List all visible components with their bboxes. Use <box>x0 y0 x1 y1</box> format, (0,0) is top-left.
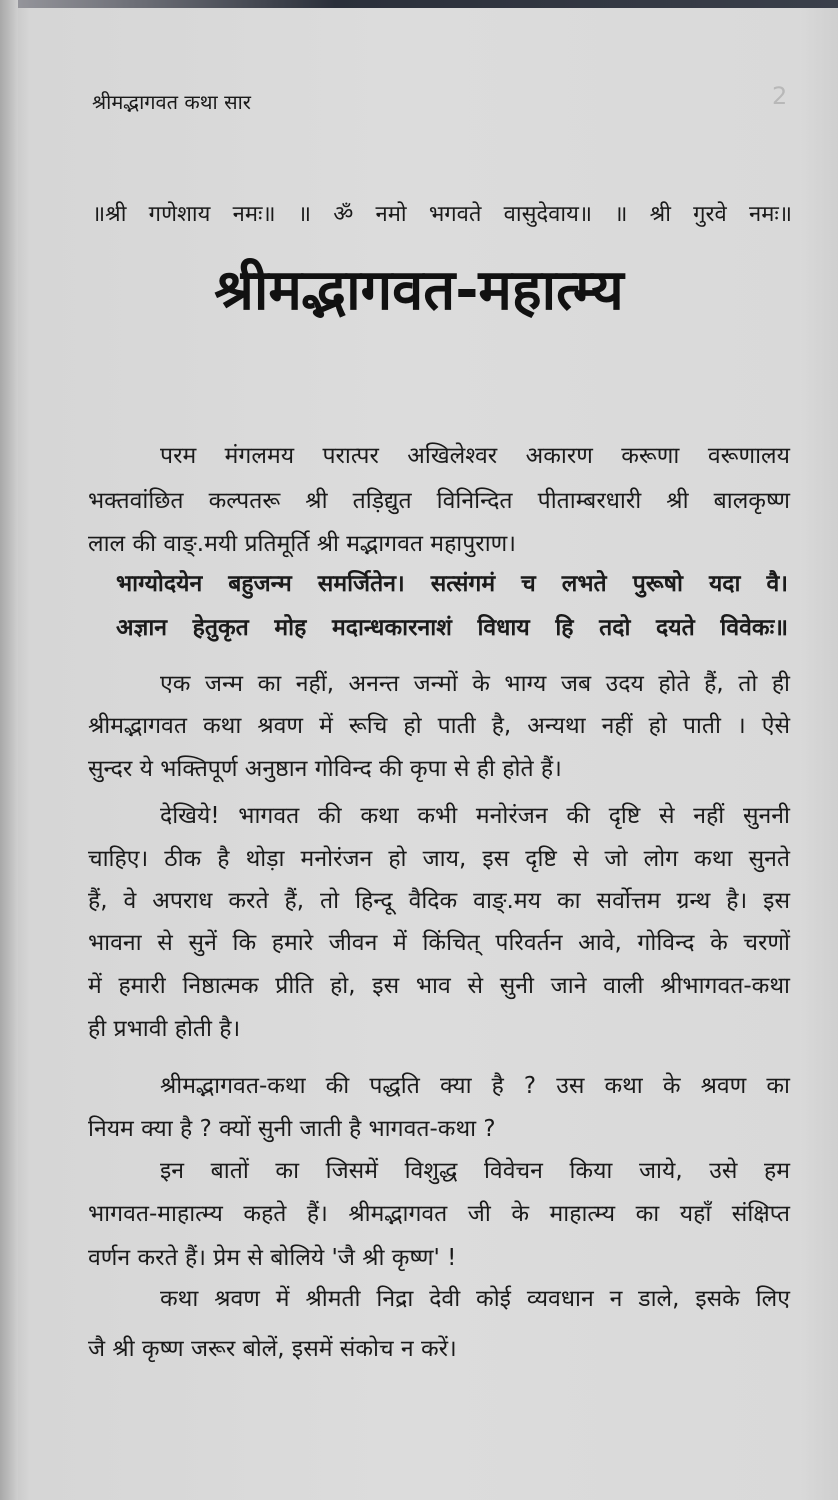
text-line: देखिये! भागवत की कथा कभी मनोरंजन की दृष्टि से नहीं सुननी <box>160 803 790 829</box>
invocation-line <box>92 198 792 228</box>
text-line: कथा श्रवण में श्रीमती निद्रा देवी कोई व्यवधान न डाले, इसके लिए <box>160 1286 790 1312</box>
running-header: श्रीमद्भागवत कथा सार <box>92 90 251 114</box>
text-line: जै श्री कृष्ण जरूर बोलें, इसमें संकोच न करें। <box>88 1336 457 1362</box>
text-line: भागवत-माहात्म्य कहते हैं। श्रीमद्भागवत जी के माहात्म्य का यहाँ संक्षिप्त <box>88 1201 790 1227</box>
text-line: भावना से सुनें कि हमारे जीवन में किंचित् परिवर्तन आवे, गोविन्द के चरणों <box>88 930 790 956</box>
text-line: एक जन्म का नहीं, अनन्त जन्मों के भाग्य जब उदय होते हैं, तो ही <box>160 671 790 697</box>
page-number: 2 <box>772 82 788 110</box>
invocation-ganesha: ॥श्री गणेशाय नमः॥ <box>92 202 276 227</box>
text-line: श्रीमद्भागवत कथा श्रवण में रूचि हो पाती है, अन्यथा नहीं हो पाती । ऐसे <box>88 713 790 739</box>
invocation-guru: ॥ श्री गुरवे नमः॥ <box>614 202 792 227</box>
text-line: हैं, वे अपराध करते हैं, तो हिन्दू वैदिक वाङ्.मय का सर्वोत्तम ग्रन्थ है। इस <box>88 888 790 914</box>
verse-line: अज्ञान हेतुकृत मोह मदान्धकारनाशं विधाय हि तदो दयते विवेकः॥ <box>116 615 788 641</box>
text-line: नियम क्या है ? क्यों सुनी जाती है भागवत-कथा ? <box>88 1116 496 1142</box>
text-line: चाहिए। ठीक है थोड़ा मनोरंजन हो जाय, इस दृष्टि से जो लोग कथा सुनते <box>88 846 790 872</box>
text-line: श्रीमद्भागवत-कथा की पद्धति क्या है ? उस कथा के श्रवण का <box>160 1073 790 1099</box>
verse-line: भाग्योदयेन बहुजन्म समर्जितेन। सत्संगमं च लभते पुरूषो यदा वै। <box>116 571 788 597</box>
text-line: ही प्रभावी होती है। <box>88 1016 241 1042</box>
text-line: इन बातों का जिसमें विशुद्ध विवेचन किया जाये, उसे हम <box>160 1158 790 1184</box>
page-binding-edge <box>0 0 18 1500</box>
text-line: भक्तवांछित कल्पतरू श्री तड़िद्युत विनिन्दित पीताम्बरधारी श्री बालकृष्ण <box>88 488 790 514</box>
page-top-edge <box>0 0 838 8</box>
text-line: सुन्दर ये भक्तिपूर्ण अनुष्ठान गोविन्द की कृपा से ही होते हैं। <box>88 756 562 782</box>
text-line: लाल की वाङ्.मयी प्रतिमूर्ति श्री मद्भागवत महापुराण। <box>88 531 517 557</box>
chapter-title: श्रीमद्भागवत-महात्म्य <box>214 258 624 323</box>
text-line: वर्णन करते हैं। प्रेम से बोलिये 'जै श्री कृष्ण' ! <box>88 1245 457 1271</box>
text-line: में हमारी निष्ठात्मक प्रीति हो, इस भाव से सुनी जाने वाली श्रीभागवत-कथा <box>88 973 790 999</box>
invocation-vasudeva: ॥ ॐ नमो भगवते वासुदेवाय॥ <box>297 202 593 227</box>
text-line: परम मंगलमय परात्पर अखिलेश्वर अकारण करूणा वरूणालय <box>160 443 790 469</box>
